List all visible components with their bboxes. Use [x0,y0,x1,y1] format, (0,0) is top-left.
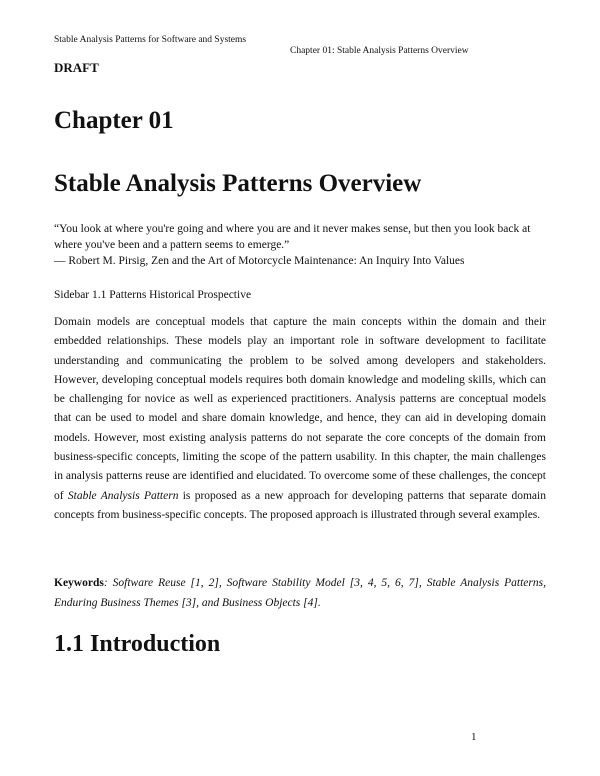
draft-label: DRAFT [54,60,99,75]
keywords-colon: : [103,577,108,589]
abstract-paragraph [54,313,546,525]
sidebar-caption: Sidebar 1.1 Patterns Historical Prospective [54,289,252,301]
page-number: 1 [471,731,477,743]
abstract-emphasis: Stable Analysis Pattern [67,489,179,502]
abstract-text-part2: is proposed as a new approach for developing patterns that separate domain concepts from business-specific concepts. The proposed approach is illustrated through several examples. [54,489,546,521]
epigraph-attribution: — Robert M. Pirsig, Zen and the Art of Motorcycle Maintenance: An Inquiry Into Values [54,255,465,267]
abstract-text-part1: Domain models are conceptual models that capture the main concepts within the domain and their embedded relationships. These models play an important role in software development to facilitate understanding and communicating the problem to be solved among developers and stakeholders. However, developing conceptual models requires both domain knowledge and modeling skills, which can be challenging for novice as well as experienced practitioners. Analysis patterns are conceptual models that can be used to model and share domain knowledge, and hence, they can aid in developing domain models. However, most existing analysis patterns do not separate the core concepts of the domain from business-specific concepts, limiting the scope of the pattern usability. In this chapter, the main challenges in analysis patterns reuse are identified and elucidated. To overcome some of these challenges, the concept of [54,316,546,502]
running-header-left: Stable Analysis Patterns for Software and Systems [54,35,247,45]
running-header-right: Chapter 01: Stable Analysis Patterns Overview [290,46,469,56]
keywords-text: Software Reuse [1, 2], Software Stability Model [3, 4, 5, 6, 7], Stable Analysis Patterns, Enduring Business Themes [3], and Business Objects [4]. [54,577,546,609]
epigraph-quote: “You look at where you're going and where you are and it never makes sense, but then you look back at where you've been and a pattern seems to emerge.” [54,223,531,251]
keywords-paragraph [54,574,546,613]
chapter-title: Stable Analysis Patterns Overview [54,170,422,197]
chapter-number: Chapter 01 [54,107,174,134]
section-heading: 1.1 Introduction [54,631,221,657]
keywords-label: Keywords [54,577,104,589]
